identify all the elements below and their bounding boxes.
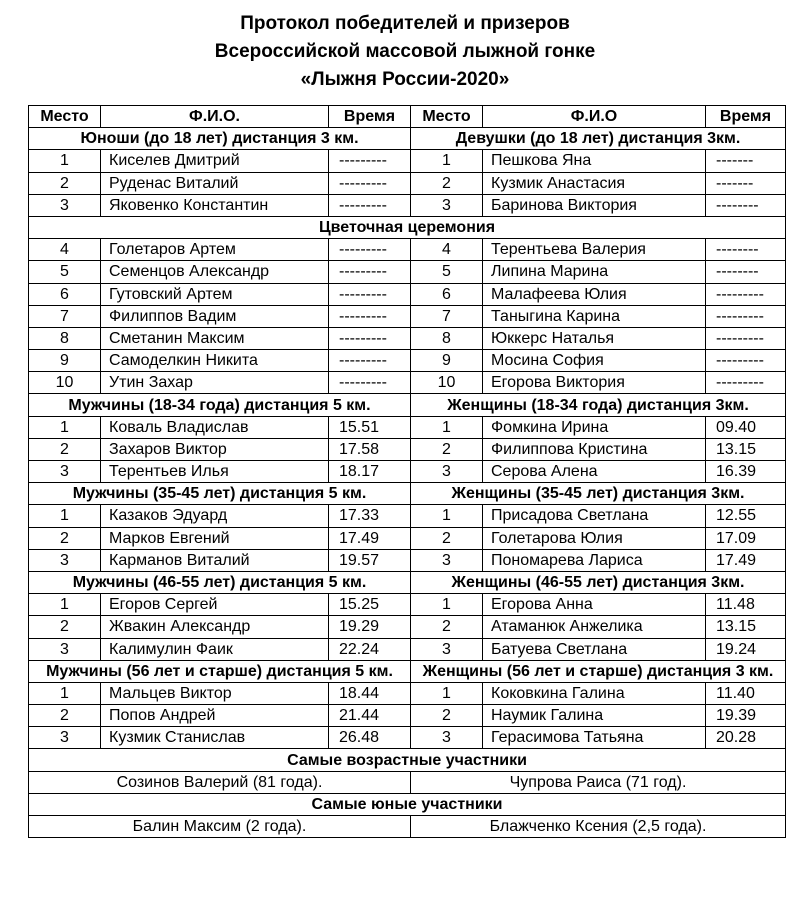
time-cell: 22.24	[329, 638, 411, 660]
name-cell: Егорова Виктория	[483, 372, 706, 394]
time-cell: 11.40	[706, 682, 786, 704]
name-cell: Наумик Галина	[483, 705, 706, 727]
name-cell: Терентьева Валерия	[483, 239, 706, 261]
table-row	[29, 727, 786, 749]
time-cell: 19.57	[329, 549, 411, 571]
place-cell: 1	[411, 150, 483, 172]
category-header-row	[29, 571, 786, 593]
category-title-women: Женщины (46-55 лет) дистанция 3км.	[411, 571, 786, 593]
name-cell: Кузмик Станислав	[101, 727, 329, 749]
table-row	[29, 372, 786, 394]
place-cell: 2	[411, 616, 483, 638]
time-cell: 17.49	[706, 549, 786, 571]
time-cell: 17.49	[329, 527, 411, 549]
header-place-left: Место	[29, 106, 101, 128]
name-cell: Егорова Анна	[483, 594, 706, 616]
header-name-right: Ф.И.О	[483, 106, 706, 128]
table-row	[29, 305, 786, 327]
name-cell: Утин Захар	[101, 372, 329, 394]
place-cell: 1	[411, 505, 483, 527]
name-cell: Батуева Светлана	[483, 638, 706, 660]
table-row	[29, 594, 786, 616]
name-cell: Жвакин Александр	[101, 616, 329, 638]
place-cell: 10	[411, 372, 483, 394]
time-cell: 20.28	[706, 727, 786, 749]
participant-right: Блажченко Ксения (2,5 года).	[411, 816, 786, 838]
section-header-row	[29, 216, 786, 238]
time-cell: 15.51	[329, 416, 411, 438]
place-cell: 3	[29, 638, 101, 660]
participant-right: Чупрова Раиса (71 год).	[411, 771, 786, 793]
header-place-right: Место	[411, 106, 483, 128]
time-cell: ---------	[329, 283, 411, 305]
name-cell: Самоделкин Никита	[101, 350, 329, 372]
table-row	[29, 239, 786, 261]
table-row	[29, 616, 786, 638]
participant-left: Балин Максим (2 года).	[29, 816, 411, 838]
name-cell: Калимулин Фаик	[101, 638, 329, 660]
name-cell: Филиппов Вадим	[101, 305, 329, 327]
category-title-men: Мужчины (46-55 лет) дистанция 5 км.	[29, 571, 411, 593]
place-cell: 9	[29, 350, 101, 372]
place-cell: 3	[411, 549, 483, 571]
name-cell: Яковенко Константин	[101, 194, 329, 216]
time-cell: -------	[706, 172, 786, 194]
name-cell: Филиппова Кристина	[483, 438, 706, 460]
place-cell: 1	[29, 150, 101, 172]
table-row	[29, 194, 786, 216]
name-cell: Пономарева Лариса	[483, 549, 706, 571]
title-line-2: Всероссийской массовой лыжной гонке	[214, 41, 596, 62]
place-cell: 2	[29, 705, 101, 727]
time-cell: ---------	[706, 283, 786, 305]
name-cell: Серова Алена	[483, 461, 706, 483]
category-header-row	[29, 128, 786, 150]
table-row	[29, 682, 786, 704]
place-cell: 5	[411, 261, 483, 283]
time-cell: 13.15	[706, 616, 786, 638]
table-row	[29, 261, 786, 283]
category-header-row	[29, 660, 786, 682]
table-row	[29, 327, 786, 349]
name-cell: Атаманюк Анжелика	[483, 616, 706, 638]
place-cell: 1	[411, 594, 483, 616]
place-cell: 2	[29, 616, 101, 638]
name-cell: Липина Марина	[483, 261, 706, 283]
time-cell: 19.24	[706, 638, 786, 660]
time-cell: 17.33	[329, 505, 411, 527]
time-cell: ---------	[706, 305, 786, 327]
time-cell: --------	[706, 261, 786, 283]
table-row	[29, 150, 786, 172]
place-cell: 1	[29, 682, 101, 704]
name-cell: Мосина София	[483, 350, 706, 372]
place-cell: 2	[29, 438, 101, 460]
time-cell: ---------	[329, 239, 411, 261]
place-cell: 2	[411, 172, 483, 194]
section-header-row	[29, 749, 786, 771]
place-cell: 3	[29, 727, 101, 749]
protocol-title	[0, 10, 810, 94]
place-cell: 3	[411, 638, 483, 660]
place-cell: 8	[411, 327, 483, 349]
table-row	[29, 549, 786, 571]
place-cell: 3	[29, 549, 101, 571]
time-cell: ---------	[329, 172, 411, 194]
place-cell: 3	[411, 727, 483, 749]
name-cell: Руденас Виталий	[101, 172, 329, 194]
time-cell: ---------	[329, 305, 411, 327]
place-cell: 9	[411, 350, 483, 372]
name-cell: Марков Евгений	[101, 527, 329, 549]
time-cell: 15.25	[329, 594, 411, 616]
place-cell: 2	[29, 527, 101, 549]
place-cell: 1	[29, 594, 101, 616]
time-cell: 09.40	[706, 416, 786, 438]
place-cell: 1	[411, 416, 483, 438]
time-cell: 11.48	[706, 594, 786, 616]
time-cell: 18.44	[329, 682, 411, 704]
time-cell: 16.39	[706, 461, 786, 483]
special-participants-row	[29, 816, 786, 838]
table-row	[29, 705, 786, 727]
header-name-left: Ф.И.О.	[101, 106, 329, 128]
category-title-men: Мужчины (35-45 лет) дистанция 5 км.	[29, 483, 411, 505]
name-cell: Гутовский Артем	[101, 283, 329, 305]
place-cell: 2	[411, 438, 483, 460]
table-row	[29, 461, 786, 483]
name-cell: Баринова Виктория	[483, 194, 706, 216]
place-cell: 7	[29, 305, 101, 327]
name-cell: Герасимова Татьяна	[483, 727, 706, 749]
name-cell: Малафеева Юлия	[483, 283, 706, 305]
place-cell: 2	[411, 705, 483, 727]
results-table	[28, 105, 786, 838]
table-row	[29, 172, 786, 194]
category-header-row	[29, 394, 786, 416]
time-cell: ---------	[706, 327, 786, 349]
table-row	[29, 416, 786, 438]
time-cell: ---------	[329, 150, 411, 172]
place-cell: 1	[29, 505, 101, 527]
header-row	[29, 106, 786, 128]
name-cell: Юккерс Наталья	[483, 327, 706, 349]
special-participants-row	[29, 771, 786, 793]
place-cell: 1	[411, 682, 483, 704]
name-cell: Таныгина Карина	[483, 305, 706, 327]
place-cell: 6	[29, 283, 101, 305]
table-row	[29, 438, 786, 460]
place-cell: 8	[29, 327, 101, 349]
place-cell: 6	[411, 283, 483, 305]
time-cell: ---------	[329, 350, 411, 372]
table-row	[29, 283, 786, 305]
time-cell: ---------	[329, 327, 411, 349]
name-cell: Киселев Дмитрий	[101, 150, 329, 172]
time-cell: 17.58	[329, 438, 411, 460]
table-row	[29, 505, 786, 527]
name-cell: Присадова Светлана	[483, 505, 706, 527]
time-cell: ---------	[329, 372, 411, 394]
category-title-women: Женщины (35-45 лет) дистанция 3км.	[411, 483, 786, 505]
category-title-men: Мужчины (56 лет и старше) дистанция 5 км.	[29, 660, 411, 682]
place-cell: 2	[29, 172, 101, 194]
time-cell: --------	[706, 194, 786, 216]
time-cell: ---------	[706, 350, 786, 372]
place-cell: 1	[29, 416, 101, 438]
title-line-3: «Лыжня России-2020»	[300, 69, 510, 90]
name-cell: Фомкина Ирина	[483, 416, 706, 438]
time-cell: 26.48	[329, 727, 411, 749]
place-cell: 3	[29, 194, 101, 216]
name-cell: Коваль Владислав	[101, 416, 329, 438]
name-cell: Карманов Виталий	[101, 549, 329, 571]
name-cell: Казаков Эдуард	[101, 505, 329, 527]
time-cell: 17.09	[706, 527, 786, 549]
place-cell: 7	[411, 305, 483, 327]
place-cell: 2	[411, 527, 483, 549]
table-row	[29, 638, 786, 660]
name-cell: Попов Андрей	[101, 705, 329, 727]
header-time-right: Время	[706, 106, 786, 128]
time-cell: 12.55	[706, 505, 786, 527]
results-body	[29, 128, 786, 838]
name-cell: Голетаров Артем	[101, 239, 329, 261]
time-cell: 13.15	[706, 438, 786, 460]
time-cell: 19.29	[329, 616, 411, 638]
section-title: Самые юные участники	[29, 793, 786, 815]
place-cell: 4	[29, 239, 101, 261]
name-cell: Терентьев Илья	[101, 461, 329, 483]
name-cell: Пешкова Яна	[483, 150, 706, 172]
time-cell: 18.17	[329, 461, 411, 483]
table-row	[29, 527, 786, 549]
time-cell: 19.39	[706, 705, 786, 727]
time-cell: -------	[706, 150, 786, 172]
time-cell: --------	[706, 239, 786, 261]
section-title: Цветочная церемония	[29, 216, 786, 238]
section-header-row	[29, 793, 786, 815]
section-title: Самые возрастные участники	[29, 749, 786, 771]
place-cell: 3	[411, 194, 483, 216]
name-cell: Егоров Сергей	[101, 594, 329, 616]
place-cell: 10	[29, 372, 101, 394]
time-cell: ---------	[329, 261, 411, 283]
name-cell: Кузмик Анастасия	[483, 172, 706, 194]
name-cell: Захаров Виктор	[101, 438, 329, 460]
place-cell: 4	[411, 239, 483, 261]
name-cell: Сметанин Максим	[101, 327, 329, 349]
category-title-women: Девушки (до 18 лет) дистанция 3км.	[411, 128, 786, 150]
category-title-men: Юноши (до 18 лет) дистанция 3 км.	[29, 128, 411, 150]
time-cell: ---------	[706, 372, 786, 394]
title-line-1: Протокол победителей и призеров	[240, 13, 570, 34]
time-cell: 21.44	[329, 705, 411, 727]
name-cell: Коковкина Галина	[483, 682, 706, 704]
category-header-row	[29, 483, 786, 505]
place-cell: 5	[29, 261, 101, 283]
table-row	[29, 350, 786, 372]
name-cell: Семенцов Александр	[101, 261, 329, 283]
place-cell: 3	[29, 461, 101, 483]
participant-left: Созинов Валерий (81 года).	[29, 771, 411, 793]
header-time-left: Время	[329, 106, 411, 128]
name-cell: Голетарова Юлия	[483, 527, 706, 549]
category-title-men: Мужчины (18-34 года) дистанция 5 км.	[29, 394, 411, 416]
category-title-women: Женщины (18-34 года) дистанция 3км.	[411, 394, 786, 416]
time-cell: ---------	[329, 194, 411, 216]
place-cell: 3	[411, 461, 483, 483]
name-cell: Мальцев Виктор	[101, 682, 329, 704]
category-title-women: Женщины (56 лет и старше) дистанция 3 км.	[411, 660, 786, 682]
